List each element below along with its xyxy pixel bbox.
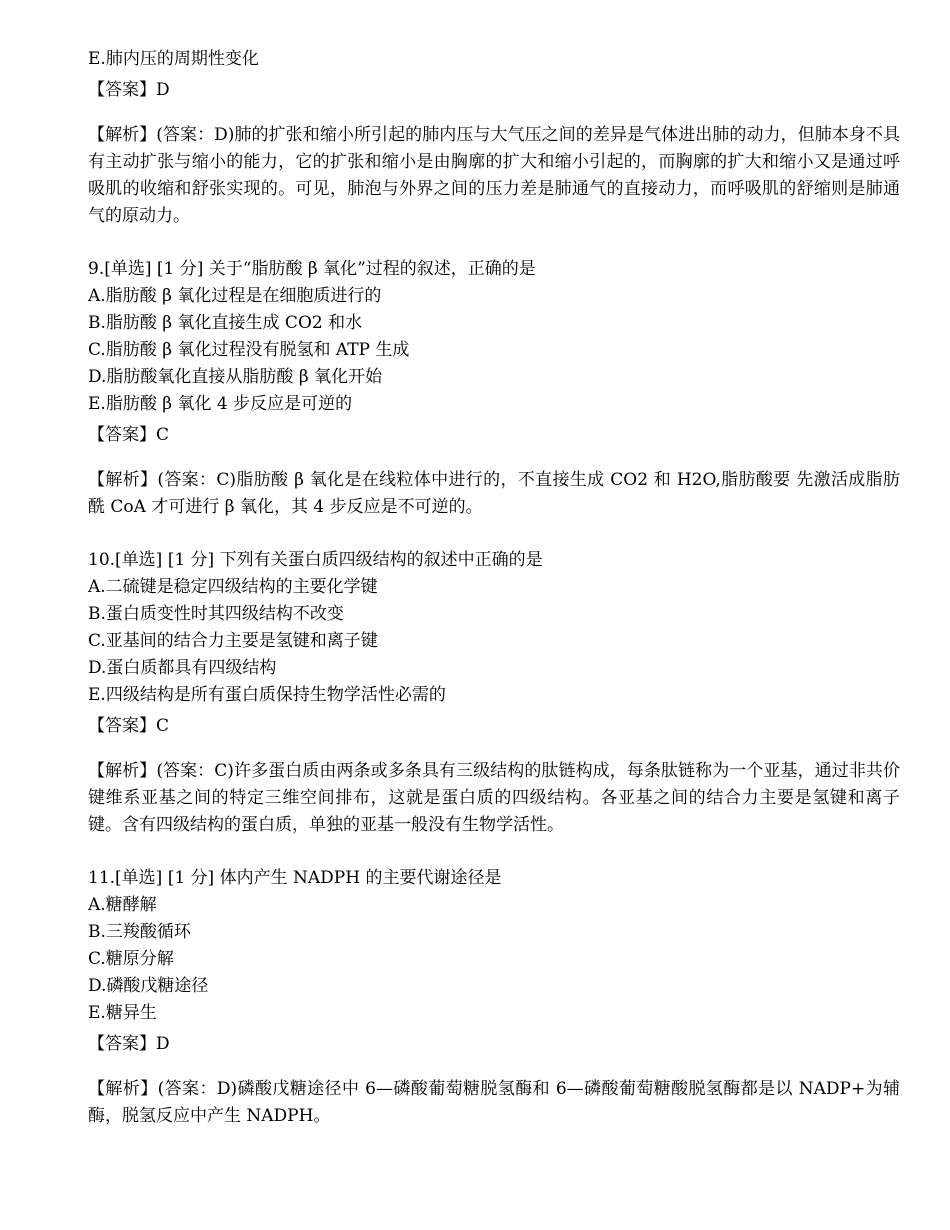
question-9: [88, 256, 900, 521]
answer-line: 【答案】C: [88, 716, 170, 736]
document-page: [88, 46, 900, 1130]
option-b: B.脂肪酸 β 氧化直接生成 CO2 和水: [88, 313, 363, 333]
option-c: C.亚基间的结合力主要是氢键和离子键: [88, 631, 378, 651]
option-a: A.二硫键是稳定四级结构的主要化学键: [88, 577, 378, 597]
explanation-paragraph: 【解析】(答案：D)肺的扩张和缩小所引起的肺内压与大气压之间的差异是气体进出肺的动力，但肺本身不具有主动扩张与缩小的能力，它的扩张和缩小是由胸廓的扩大和缩小引起的，而胸廓的扩大和缩小又是通过呼吸肌的收缩和舒张实现的。可见，肺泡与外界之间的压力差是肺通气的直接动力，而呼吸肌的舒缩则是肺通气的原动力。: [88, 125, 900, 226]
option-d: D.脂肪酸氧化直接从脂肪酸 β 氧化开始: [88, 367, 383, 387]
intro-block: [88, 46, 900, 230]
option-b: B.三羧酸循环: [88, 922, 191, 942]
question-stem: 11.[单选] [1 分] 体内产生 NADPH 的主要代谢途径是: [88, 868, 502, 888]
option-e: E.糖异生: [88, 1003, 157, 1023]
answer-line: 【答案】D: [88, 80, 170, 100]
option-a: A.糖酵解: [88, 895, 157, 915]
option-d: D.蛋白质都具有四级结构: [88, 658, 277, 678]
explanation-paragraph: 【解析】(答案：C)许多蛋白质由两条或多条具有三级结构的肽链构成，每条肽链称为一个亚基，通过非共价键维系亚基之间的特定三维空间排布，这就是蛋白质的四级结构。各亚基之间的结合力主要是氢键和离子键。含有四级结构的蛋白质，单独的亚基一般没有生物学活性。: [88, 761, 900, 835]
question-10: [88, 547, 900, 839]
answer-line: 【答案】C: [88, 425, 170, 445]
option-e: E.肺内压的周期性变化: [88, 49, 259, 69]
question-stem: 10.[单选] [1 分] 下列有关蛋白质四级结构的叙述中正确的是: [88, 550, 543, 570]
option-a: A.脂肪酸 β 氧化过程是在细胞质进行的: [88, 286, 382, 306]
explanation-paragraph: 【解析】(答案：C)脂肪酸 β 氧化是在线粒体中进行的，不直接生成 CO2 和 H2O,脂肪酸要 先激活成脂肪酰 CoA 才可进行 β 氧化，其 4 步反应是不可逆的。: [88, 470, 900, 517]
option-c: C.糖原分解: [88, 949, 174, 969]
option-d: D.磷酸戊糖途径: [88, 976, 209, 996]
question-stem: 9.[单选] [1 分] 关于“脂肪酸 β 氧化”过程的叙述，正确的是: [88, 259, 536, 279]
explanation-paragraph: 【解析】(答案：D)磷酸戊糖途径中 6—磷酸葡萄糖脱氢酶和 6—磷酸葡萄糖酸脱氢酶都是以 NADP+为辅酶，脱氢反应中产生 NADPH。: [88, 1079, 900, 1126]
option-b: B.蛋白质变性时其四级结构不改变: [88, 604, 344, 624]
option-e: E.脂肪酸 β 氧化 4 步反应是可逆的: [88, 394, 353, 414]
option-c: C.脂肪酸 β 氧化过程没有脱氢和 ATP 生成: [88, 340, 410, 360]
question-11: [88, 865, 900, 1130]
option-e: E.四级结构是所有蛋白质保持生物学活性必需的: [88, 685, 446, 705]
answer-line: 【答案】D: [88, 1034, 170, 1054]
